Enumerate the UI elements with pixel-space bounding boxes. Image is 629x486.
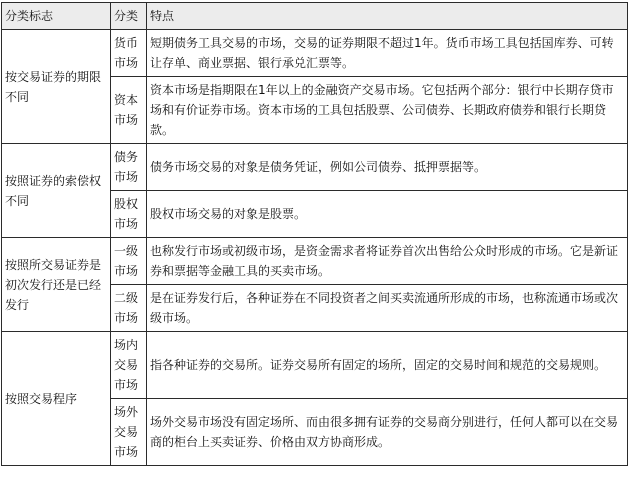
feature-cell: 短期债务工具交易的市场，交易的证券期限不超过1年。货币市场工具包括国库券、可转让存单、商业票据、银行承兑汇票等。	[147, 30, 628, 77]
category-cell: 股权市场	[111, 191, 147, 238]
category-cell: 一级市场	[111, 238, 147, 285]
table-header-row	[2, 3, 628, 30]
category-cell: 债务市场	[111, 144, 147, 191]
feature-cell: 指各种证券的交易所。证券交易所有固定的场所，固定的交易时间和规范的交易规则。	[147, 332, 628, 399]
table-row	[2, 238, 628, 285]
feature-cell: 是在证券发行后，各种证券在不同投资者之间买卖流通所形成的市场，也称流通市场或次级市场。	[147, 285, 628, 332]
table-row	[2, 30, 628, 77]
table-row	[2, 144, 628, 191]
criterion-cell: 按照交易程序	[2, 332, 111, 466]
category-cell: 资本市场	[111, 77, 147, 144]
feature-cell: 资本市场是指期限在1年以上的金融资产交易市场。它包括两个部分：银行中长期存贷市场和有价证券市场。资本市场的工具包括股票、公司债券、长期政府债券和银行长期贷款。	[147, 77, 628, 144]
header-feature: 特点	[147, 3, 628, 30]
category-cell: 场内交易市场	[111, 332, 147, 399]
criterion-cell: 按照证券的索偿权不同	[2, 144, 111, 238]
category-cell: 货币市场	[111, 30, 147, 77]
category-cell: 二级市场	[111, 285, 147, 332]
header-category: 分类	[111, 3, 147, 30]
header-classification-criterion: 分类标志	[2, 3, 111, 30]
feature-cell: 也称发行市场或初级市场，是资金需求者将证券首次出售给公众时形成的市场。它是新证券和票据等金融工具的买卖市场。	[147, 238, 628, 285]
feature-cell: 股权市场交易的对象是股票。	[147, 191, 628, 238]
criterion-cell: 按交易证券的期限不同	[2, 30, 111, 144]
category-cell: 场外交易市场	[111, 399, 147, 466]
table-row	[2, 332, 628, 399]
feature-cell: 场外交易市场没有固定场所、而由很多拥有证券的交易商分别进行，任何人都可以在交易商的柜台上买卖证券、价格由双方协商形成。	[147, 399, 628, 466]
feature-cell: 债务市场交易的对象是债务凭证，例如公司债券、抵押票据等。	[147, 144, 628, 191]
financial-market-classification-table	[1, 2, 628, 466]
criterion-cell: 按照所交易证券是初次发行还是已经发行	[2, 238, 111, 332]
